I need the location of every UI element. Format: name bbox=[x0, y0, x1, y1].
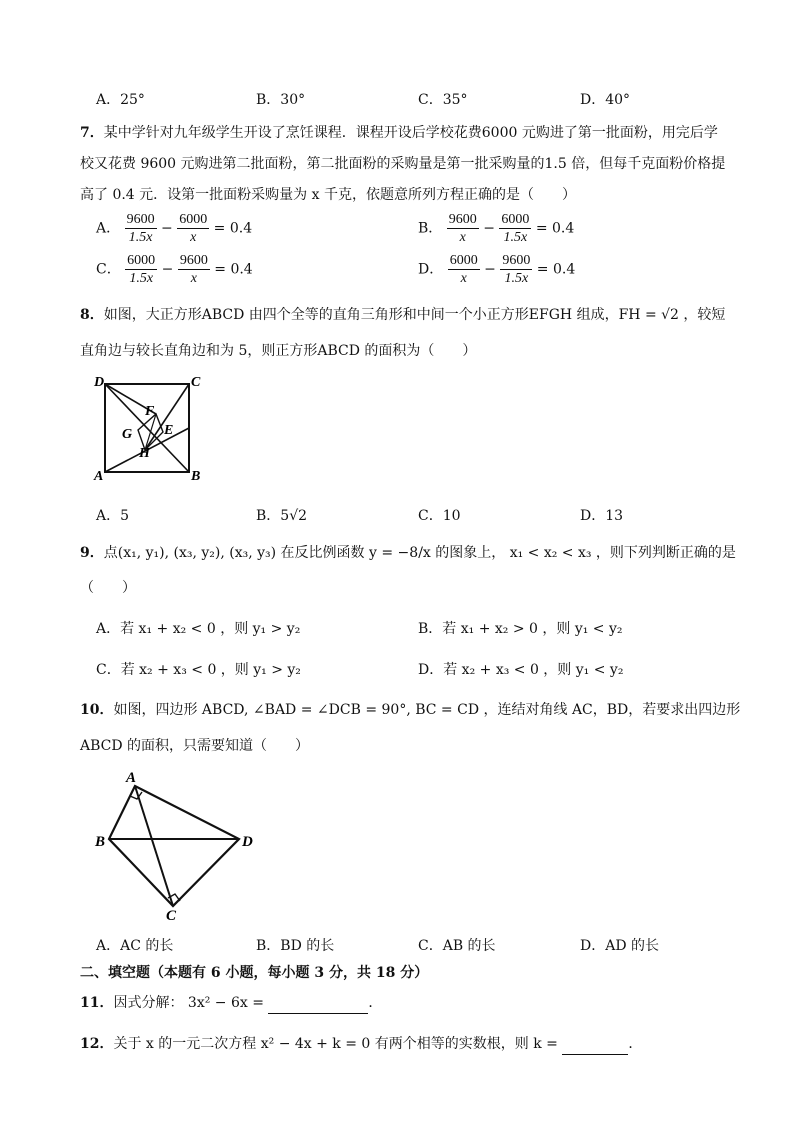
fraction bbox=[448, 252, 480, 287]
q7-line-3: 高了 0.4 元．设第一批面粉采购量为 x 千克，依题意所列方程正确的是（ ） bbox=[80, 187, 576, 203]
numerator: 9600 bbox=[502, 253, 531, 268]
q10-option-d: D．AD 的长 bbox=[580, 938, 660, 954]
q7-number: 7． bbox=[80, 125, 104, 141]
numerator: 6000 bbox=[179, 212, 208, 227]
q8-line-2: 直角边与较长直角边和为 5，则正方形ABCD 的面积为（ ） bbox=[80, 343, 477, 359]
label-c: C bbox=[191, 375, 201, 390]
q6-option-d: D．40° bbox=[580, 92, 631, 108]
numerator: 9600 bbox=[126, 212, 155, 227]
q10-number: 10． bbox=[80, 702, 114, 718]
q7-text-1: 某中学针对九年级学生开设了烹饪课程．课程开设后学校花费6000 元购进了第一批面粉，用完后学 bbox=[103, 125, 718, 141]
q8-line-1 bbox=[80, 305, 725, 325]
q9-option-a: A．若 x₁ + x₂ < 0 ，则 y₁ > y₂ bbox=[96, 621, 301, 637]
q8-text-1: 如图，大正方形ABCD 由四个全等的直角三角形和中间一个小正方形EFGH 组成，FH = √2 ，较短 bbox=[103, 307, 726, 323]
section-heading: 二、填空题（本题有 6 小题，每小题 3 分，共 18 分） bbox=[80, 965, 429, 981]
q7-line-1 bbox=[80, 123, 718, 143]
label-b: B bbox=[95, 834, 106, 850]
option-label: A． bbox=[96, 220, 121, 237]
q8-square-figure bbox=[90, 372, 205, 484]
denominator: x bbox=[460, 271, 467, 286]
denominator: x bbox=[190, 230, 197, 245]
q8-option-c: C．10 bbox=[418, 508, 461, 524]
numerator: 9600 bbox=[448, 212, 477, 227]
denominator: x bbox=[459, 230, 466, 245]
q9-number: 9． bbox=[80, 545, 104, 561]
q7-option-c: C． $\frac{6000}{1.5x}$ − $\frac{9600}{x}$ = 0.4 bbox=[96, 253, 253, 286]
numerator: 6000 bbox=[501, 212, 530, 227]
denominator: 1.5x bbox=[504, 271, 529, 286]
q9-line-2: （ ） bbox=[80, 580, 136, 596]
fraction bbox=[125, 252, 157, 287]
denominator: x bbox=[190, 271, 197, 286]
q12-line bbox=[80, 1034, 642, 1055]
denominator: 1.5x bbox=[129, 271, 154, 286]
denominator: 1.5x bbox=[503, 230, 528, 245]
numerator: 6000 bbox=[127, 253, 156, 268]
q10-quadrilateral-figure bbox=[90, 766, 260, 922]
denominator: 1.5x bbox=[128, 230, 153, 245]
q11-number: 11． bbox=[80, 995, 114, 1011]
q11-line bbox=[80, 993, 382, 1014]
label-c: C bbox=[166, 908, 177, 922]
label-f: F bbox=[145, 404, 155, 419]
answer-blank[interactable] bbox=[562, 1034, 628, 1055]
option-label: B． bbox=[418, 220, 443, 237]
q12-number: 12． bbox=[80, 1036, 114, 1052]
fraction bbox=[177, 211, 209, 246]
q7-option-b: B． $\frac{9600}{x}$ − $\frac{6000}{1.5x}$ = 0.4 bbox=[418, 212, 575, 245]
label-d: D bbox=[242, 834, 253, 850]
numerator: 9600 bbox=[179, 253, 208, 268]
q8-option-a: A．5 bbox=[96, 508, 130, 524]
label-a: A bbox=[126, 770, 137, 786]
q8-option-d: D．13 bbox=[580, 508, 624, 524]
option-label: C． bbox=[96, 261, 121, 278]
q6-option-b: B．30° bbox=[256, 92, 306, 108]
q9-option-c: C．若 x₂ + x₃ < 0 ，则 y₁ > y₂ bbox=[96, 662, 301, 678]
q10-line-1 bbox=[80, 700, 740, 720]
fraction bbox=[447, 211, 479, 246]
equation-rhs: = 0.4 bbox=[214, 261, 253, 278]
fraction bbox=[499, 211, 531, 246]
label-b: B bbox=[191, 469, 201, 484]
q8-number: 8． bbox=[80, 307, 104, 323]
q9-line-1 bbox=[80, 543, 736, 563]
equation-rhs: = 0.4 bbox=[213, 220, 253, 237]
q12-tail: ． bbox=[628, 1036, 643, 1052]
fraction bbox=[125, 211, 157, 246]
equation-rhs: = 0.4 bbox=[535, 220, 575, 237]
q9-option-d: D．若 x₂ + x₃ < 0 ，则 y₁ < y₂ bbox=[418, 662, 624, 678]
q11-text: 因式分解： 3x² − 6x = bbox=[113, 995, 269, 1011]
q9-option-b: B．若 x₁ + x₂ > 0 ，则 y₁ < y₂ bbox=[418, 621, 623, 637]
equation-rhs: = 0.4 bbox=[536, 261, 576, 278]
answer-blank[interactable] bbox=[268, 993, 368, 1014]
option-label: D． bbox=[418, 261, 444, 278]
q8-option-b: B．5√2 bbox=[256, 508, 308, 524]
q10-option-a: A．AC 的长 bbox=[96, 938, 174, 954]
label-d: D bbox=[94, 375, 105, 390]
q6-option-c: C．35° bbox=[418, 92, 468, 108]
label-g: G bbox=[122, 427, 133, 442]
label-a: A bbox=[94, 469, 104, 484]
label-h: H bbox=[139, 446, 150, 461]
q10-option-b: B．BD 的长 bbox=[256, 938, 335, 954]
label-e: E bbox=[164, 423, 174, 438]
q11-tail: ． bbox=[368, 995, 383, 1011]
q12-text: 关于 x 的一元二次方程 x² − 4x + k = 0 有两个相等的实数根，则 k = bbox=[113, 1036, 563, 1052]
q10-option-c: C．AB 的长 bbox=[418, 938, 496, 954]
q7-option-d: D． $\frac{6000}{x}$ − $\frac{9600}{1.5x}$ = 0.4 bbox=[418, 253, 576, 286]
numerator: 6000 bbox=[449, 253, 478, 268]
q6-option-a: A．25° bbox=[96, 92, 145, 108]
q10-text-1: 如图，四边形 ABCD, ∠BAD = ∠DCB = 90°, BC = CD ，连结对角线 AC，BD，若要求出四边形 bbox=[113, 702, 741, 718]
q7-option-a: A． $\frac{9600}{1.5x}$ − $\frac{6000}{x}$ = 0.4 bbox=[96, 212, 253, 245]
fraction bbox=[500, 252, 532, 287]
q9-text-1: 点(x₁, y₁), (x₃, y₂), (x₃, y₃) 在反比例函数 y = −8/x 的图象上， x₁ < x₂ < x₃ ，则下列判断正确的是 bbox=[103, 545, 736, 561]
q7-line-2: 校又花费 9600 元购进第二批面粉，第二批面粉的采购量是第一批采购量的1.5 倍，但每千克面粉价格提 bbox=[80, 156, 726, 172]
q10-line-2: ABCD 的面积，只需要知道（ ） bbox=[80, 738, 310, 754]
fraction bbox=[178, 252, 210, 287]
